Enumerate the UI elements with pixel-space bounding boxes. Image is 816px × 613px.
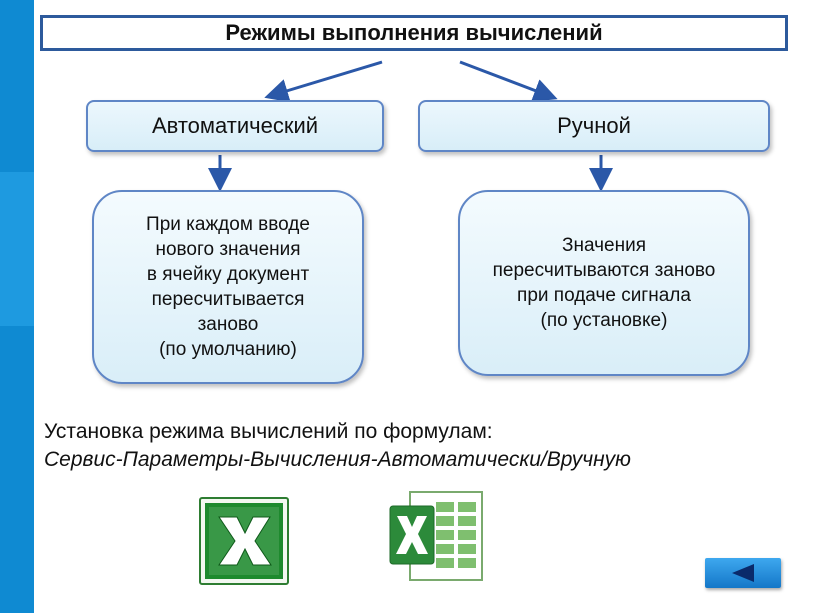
back-button[interactable] xyxy=(705,558,781,588)
excel-2003-icon xyxy=(199,497,289,585)
excel-2007-icon xyxy=(388,488,486,584)
auto-description-box xyxy=(92,190,364,384)
arrow-to-auto xyxy=(270,62,382,96)
manual-desc-line: пересчитываются заново xyxy=(492,260,716,281)
auto-desc-line: пересчитывается xyxy=(151,289,305,310)
auto-desc-line: При каждом вводе xyxy=(146,214,310,235)
manual-desc-line: Значения xyxy=(562,235,646,256)
manual-desc-line: (по установке) xyxy=(540,310,668,331)
auto-desc-line: (по умолчанию) xyxy=(159,339,297,360)
auto-desc-line: заново xyxy=(197,314,259,335)
install-menu-path: Сервис-Параметры-Вычисления-Автоматически/Вручную xyxy=(44,448,631,471)
arrow-to-manual xyxy=(460,62,552,97)
sidebar-accent xyxy=(0,172,34,326)
manual-description-box xyxy=(458,190,750,376)
triangle-left-icon xyxy=(730,563,756,583)
auto-desc-line: в ячейку документ xyxy=(146,264,310,285)
install-text: Установка режима вычислений по формулам: xyxy=(44,420,493,443)
manual-desc-line: при подаче сигнала xyxy=(517,285,691,306)
install-instructions xyxy=(44,418,631,474)
diagram-title: Режимы выполнения вычислений xyxy=(40,15,788,51)
mode-manual-box xyxy=(418,100,770,152)
mode-auto-box xyxy=(86,100,384,152)
auto-desc-line: нового значения xyxy=(155,239,301,260)
left-sidebar-bar xyxy=(0,0,34,613)
mode-auto-label: Автоматический xyxy=(151,113,319,138)
mode-manual-label: Ручной xyxy=(557,113,631,138)
